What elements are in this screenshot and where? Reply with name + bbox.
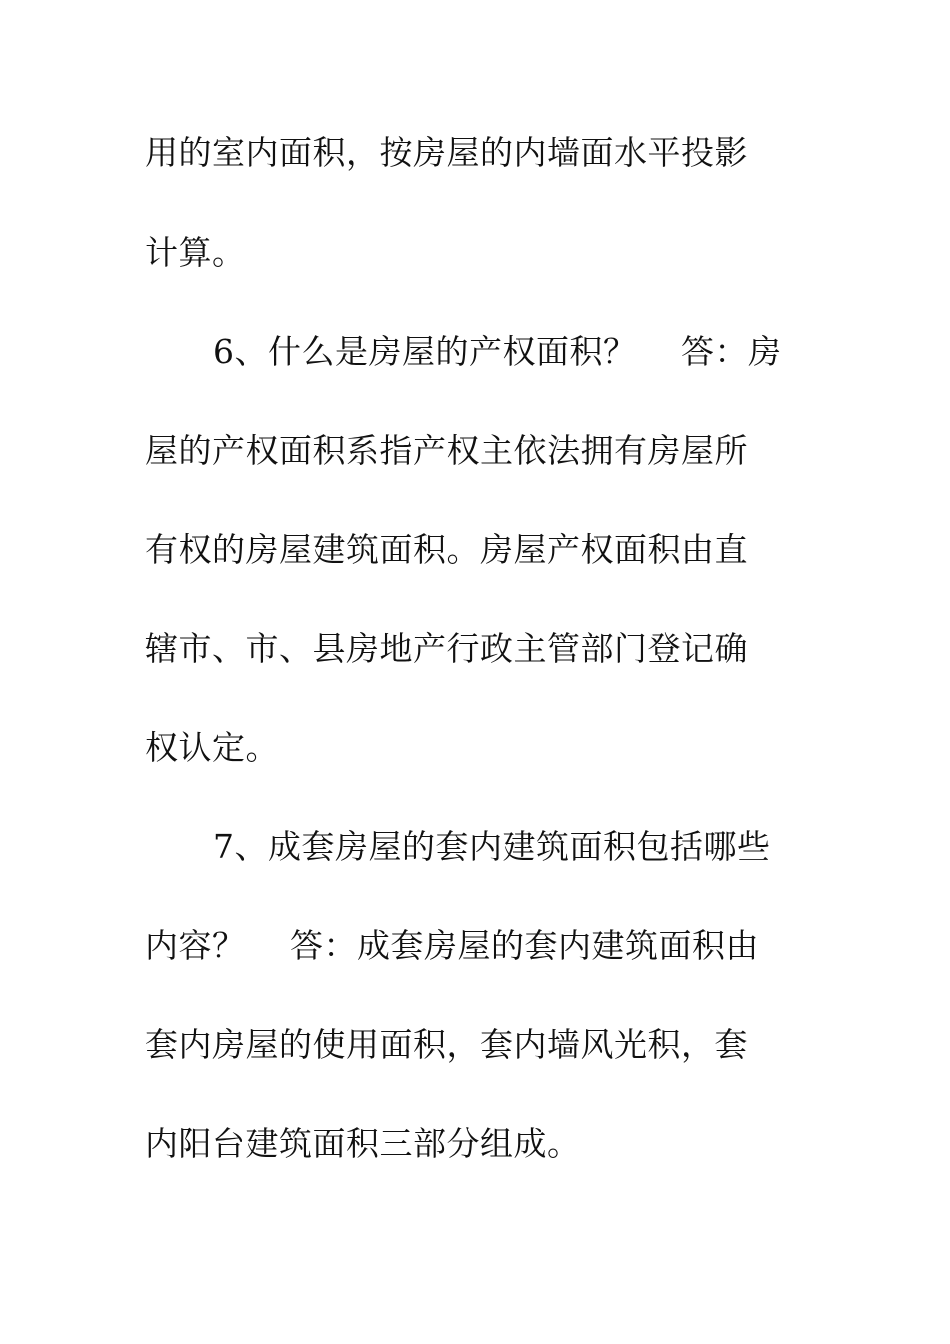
- text-line: 屋的产权面积系指产权主依法拥有房屋所: [145, 431, 748, 470]
- text-line: 内容？ 答：成套房屋的套内建筑面积由: [145, 926, 759, 965]
- text-line: 权认定。: [145, 728, 279, 767]
- text-line: 内阳台建筑面积三部分组成。: [145, 1124, 581, 1163]
- question-7-heading: 7、成套房屋的套内建筑面积包括哪些: [213, 827, 771, 866]
- text-line: 用的室内面积，按房屋的内墙面水平投影: [145, 133, 748, 172]
- text-line: 辖市、市、县房地产行政主管部门登记确: [145, 629, 748, 668]
- text-line: 套内房屋的使用面积，套内墙风光积，套: [145, 1025, 748, 1064]
- text-line: 有权的房屋建筑面积。房屋产权面积由直: [145, 530, 748, 569]
- question-6-heading: 6、什么是房屋的产权面积？ 答：房: [213, 332, 782, 371]
- text-line: 计算。: [145, 233, 246, 272]
